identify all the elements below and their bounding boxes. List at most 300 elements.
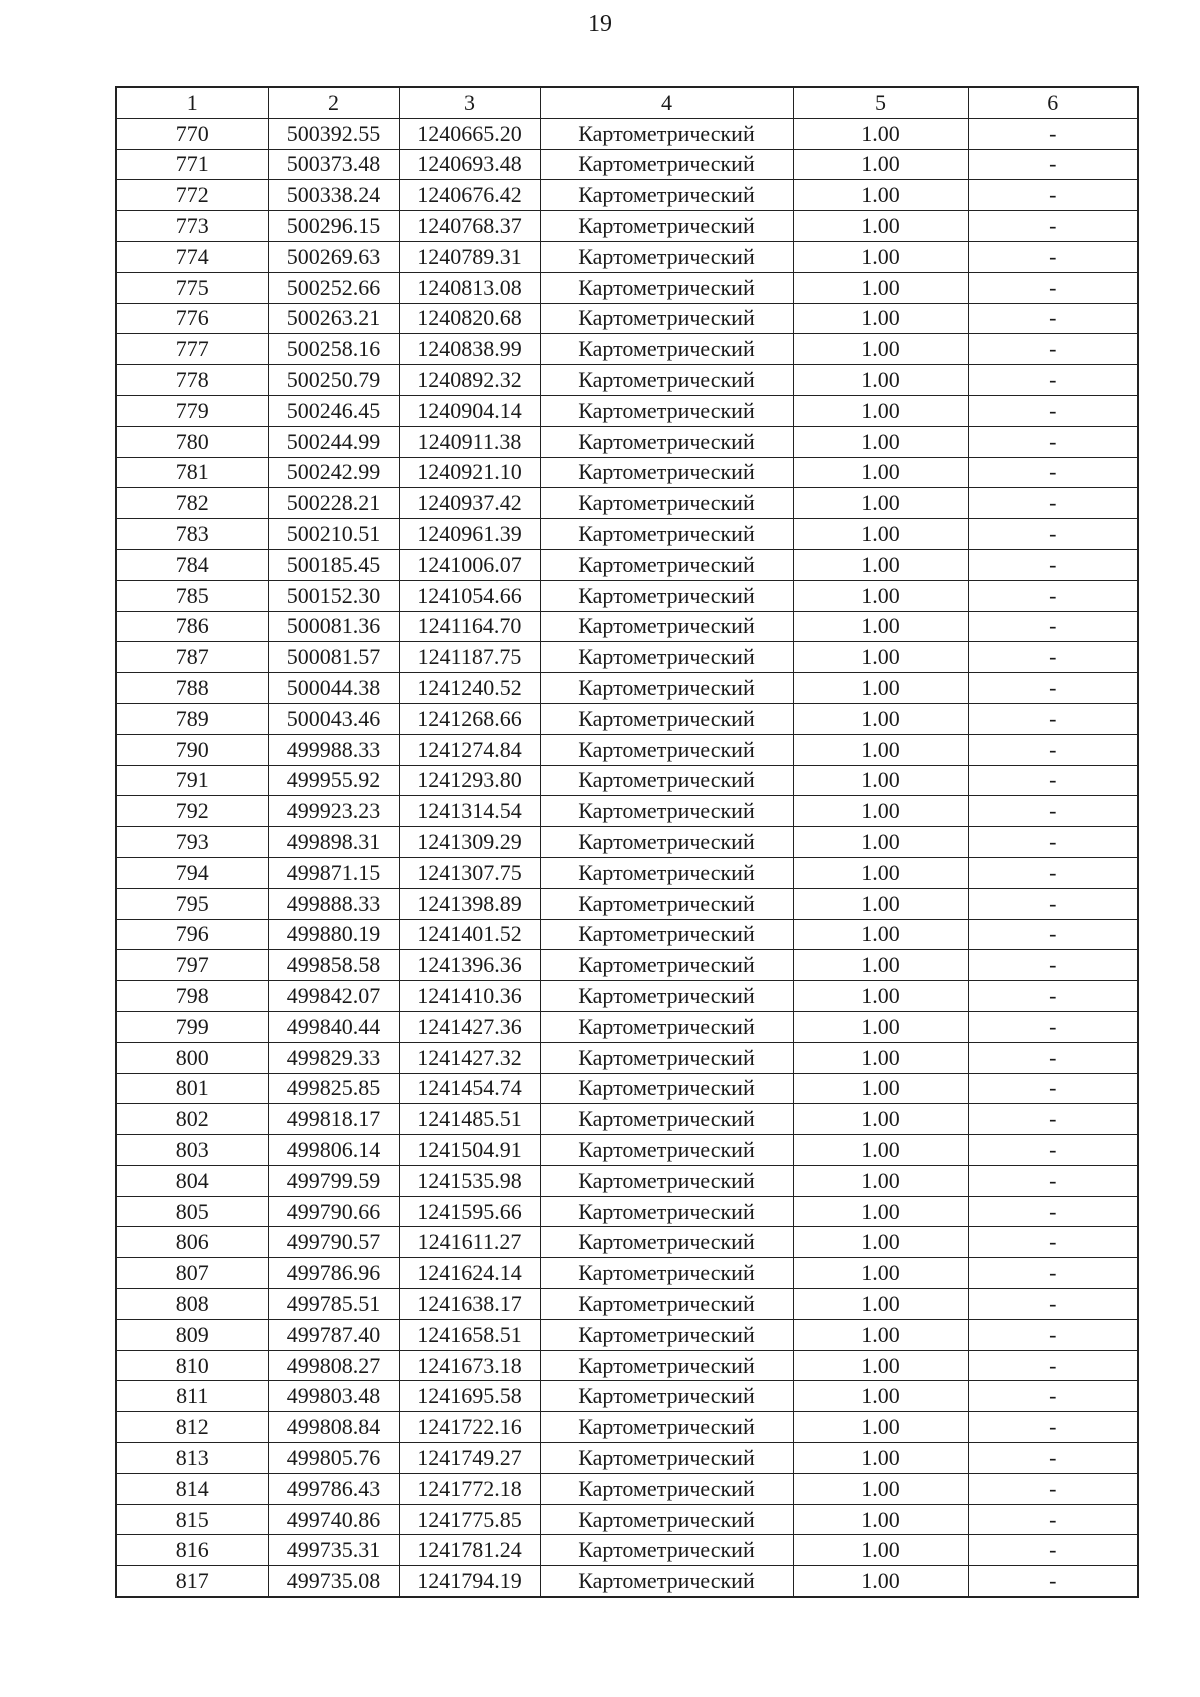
method-cell: Картометрический [540,426,793,457]
method-cell: Картометрический [540,334,793,365]
method-cell: Картометрический [540,1412,793,1443]
x-coordinate-cell: 499803.48 [268,1381,399,1412]
table-row [116,211,1138,242]
table-row [116,673,1138,704]
point-number-cell: 802 [116,1104,268,1135]
y-coordinate-cell: 1241658.51 [399,1319,540,1350]
method-cell: Картометрический [540,580,793,611]
accuracy-cell: 1.00 [793,1073,968,1104]
y-coordinate-cell: 1241624.14 [399,1258,540,1289]
y-coordinate-cell: 1241485.51 [399,1104,540,1135]
x-coordinate-cell: 499806.14 [268,1135,399,1166]
table-row [116,1473,1138,1504]
point-number-cell: 808 [116,1289,268,1320]
y-coordinate-cell: 1241401.52 [399,919,540,950]
table-row [116,765,1138,796]
x-coordinate-cell: 500246.45 [268,395,399,426]
point-number-cell: 782 [116,488,268,519]
x-coordinate-cell: 500338.24 [268,180,399,211]
x-coordinate-cell: 500263.21 [268,303,399,334]
table-row [116,919,1138,950]
point-number-cell: 803 [116,1135,268,1166]
note-cell: - [968,950,1138,981]
accuracy-cell: 1.00 [793,734,968,765]
point-number-cell: 786 [116,611,268,642]
header-cell-6: 6 [968,87,1138,118]
table-row [116,734,1138,765]
y-coordinate-cell: 1241454.74 [399,1073,540,1104]
point-number-cell: 817 [116,1566,268,1597]
method-cell: Картометрический [540,1042,793,1073]
table-row [116,642,1138,673]
accuracy-cell: 1.00 [793,118,968,149]
method-cell: Картометрический [540,611,793,642]
note-cell: - [968,488,1138,519]
y-coordinate-cell: 1240961.39 [399,519,540,550]
accuracy-cell: 1.00 [793,1258,968,1289]
table-row [116,1042,1138,1073]
table-row [116,1073,1138,1104]
table-row [116,1196,1138,1227]
table-row [116,180,1138,211]
accuracy-cell: 1.00 [793,1104,968,1135]
y-coordinate-cell: 1241722.16 [399,1412,540,1443]
x-coordinate-cell: 499790.66 [268,1196,399,1227]
point-number-cell: 811 [116,1381,268,1412]
point-number-cell: 815 [116,1504,268,1535]
y-coordinate-cell: 1241611.27 [399,1227,540,1258]
accuracy-cell: 1.00 [793,827,968,858]
point-number-cell: 773 [116,211,268,242]
note-cell: - [968,457,1138,488]
point-number-cell: 810 [116,1350,268,1381]
method-cell: Картометрический [540,642,793,673]
y-coordinate-cell: 1240813.08 [399,272,540,303]
note-cell: - [968,1042,1138,1073]
accuracy-cell: 1.00 [793,1566,968,1597]
point-number-cell: 780 [116,426,268,457]
table-row [116,827,1138,858]
x-coordinate-cell: 499840.44 [268,1011,399,1042]
point-number-cell: 775 [116,272,268,303]
method-cell: Картометрический [540,488,793,519]
method-cell: Картометрический [540,549,793,580]
y-coordinate-cell: 1240789.31 [399,241,540,272]
x-coordinate-cell: 500228.21 [268,488,399,519]
table-row [116,1535,1138,1566]
y-coordinate-cell: 1241410.36 [399,981,540,1012]
method-cell: Картометрический [540,703,793,734]
method-cell: Картометрический [540,1443,793,1474]
y-coordinate-cell: 1241794.19 [399,1566,540,1597]
x-coordinate-cell: 500296.15 [268,211,399,242]
point-number-cell: 806 [116,1227,268,1258]
point-number-cell: 793 [116,827,268,858]
table-row [116,519,1138,550]
accuracy-cell: 1.00 [793,180,968,211]
x-coordinate-cell: 500081.36 [268,611,399,642]
y-coordinate-cell: 1240904.14 [399,395,540,426]
coordinates-table [115,86,1139,1598]
note-cell: - [968,1381,1138,1412]
table-row [116,334,1138,365]
x-coordinate-cell: 499786.43 [268,1473,399,1504]
accuracy-cell: 1.00 [793,981,968,1012]
method-cell: Картометрический [540,857,793,888]
note-cell: - [968,1073,1138,1104]
table-row [116,549,1138,580]
accuracy-cell: 1.00 [793,796,968,827]
x-coordinate-cell: 500258.16 [268,334,399,365]
x-coordinate-cell: 500242.99 [268,457,399,488]
method-cell: Картометрический [540,1566,793,1597]
method-cell: Картометрический [540,765,793,796]
y-coordinate-cell: 1240937.42 [399,488,540,519]
note-cell: - [968,1011,1138,1042]
method-cell: Картометрический [540,303,793,334]
method-cell: Картометрический [540,1104,793,1135]
y-coordinate-cell: 1241427.36 [399,1011,540,1042]
note-cell: - [968,1566,1138,1597]
x-coordinate-cell: 499923.23 [268,796,399,827]
x-coordinate-cell: 499858.58 [268,950,399,981]
accuracy-cell: 1.00 [793,1165,968,1196]
y-coordinate-cell: 1241535.98 [399,1165,540,1196]
table-row [116,1504,1138,1535]
note-cell: - [968,981,1138,1012]
table-row [116,888,1138,919]
accuracy-cell: 1.00 [793,1504,968,1535]
point-number-cell: 791 [116,765,268,796]
x-coordinate-cell: 500373.48 [268,149,399,180]
note-cell: - [968,1196,1138,1227]
table-row [116,950,1138,981]
point-number-cell: 774 [116,241,268,272]
note-cell: - [968,1227,1138,1258]
y-coordinate-cell: 1241309.29 [399,827,540,858]
x-coordinate-cell: 499805.76 [268,1443,399,1474]
accuracy-cell: 1.00 [793,857,968,888]
y-coordinate-cell: 1240911.38 [399,426,540,457]
accuracy-cell: 1.00 [793,919,968,950]
y-coordinate-cell: 1241240.52 [399,673,540,704]
accuracy-cell: 1.00 [793,272,968,303]
point-number-cell: 805 [116,1196,268,1227]
note-cell: - [968,1135,1138,1166]
method-cell: Картометрический [540,519,793,550]
accuracy-cell: 1.00 [793,888,968,919]
method-cell: Картометрический [540,1350,793,1381]
y-coordinate-cell: 1240838.99 [399,334,540,365]
table-row [116,1443,1138,1474]
accuracy-cell: 1.00 [793,1412,968,1443]
table-row [116,1412,1138,1443]
accuracy-cell: 1.00 [793,519,968,550]
y-coordinate-cell: 1241595.66 [399,1196,540,1227]
x-coordinate-cell: 500081.57 [268,642,399,673]
method-cell: Картометрический [540,1165,793,1196]
y-coordinate-cell: 1241006.07 [399,549,540,580]
table-row [116,1289,1138,1320]
point-number-cell: 770 [116,118,268,149]
note-cell: - [968,642,1138,673]
accuracy-cell: 1.00 [793,765,968,796]
accuracy-cell: 1.00 [793,395,968,426]
point-number-cell: 784 [116,549,268,580]
accuracy-cell: 1.00 [793,1319,968,1350]
y-coordinate-cell: 1241695.58 [399,1381,540,1412]
note-cell: - [968,1104,1138,1135]
point-number-cell: 797 [116,950,268,981]
accuracy-cell: 1.00 [793,211,968,242]
x-coordinate-cell: 499880.19 [268,919,399,950]
method-cell: Картометрический [540,1258,793,1289]
y-coordinate-cell: 1240665.20 [399,118,540,149]
note-cell: - [968,549,1138,580]
table-body [116,118,1138,1597]
point-number-cell: 801 [116,1073,268,1104]
method-cell: Картометрический [540,950,793,981]
point-number-cell: 812 [116,1412,268,1443]
method-cell: Картометрический [540,1196,793,1227]
method-cell: Картометрический [540,888,793,919]
table-row [116,981,1138,1012]
method-cell: Картометрический [540,241,793,272]
x-coordinate-cell: 499808.84 [268,1412,399,1443]
table-row [116,1011,1138,1042]
note-cell: - [968,395,1138,426]
accuracy-cell: 1.00 [793,1135,968,1166]
accuracy-cell: 1.00 [793,1011,968,1042]
x-coordinate-cell: 499871.15 [268,857,399,888]
method-cell: Картометрический [540,272,793,303]
x-coordinate-cell: 500152.30 [268,580,399,611]
point-number-cell: 771 [116,149,268,180]
accuracy-cell: 1.00 [793,703,968,734]
note-cell: - [968,827,1138,858]
note-cell: - [968,1473,1138,1504]
note-cell: - [968,734,1138,765]
note-cell: - [968,1319,1138,1350]
accuracy-cell: 1.00 [793,642,968,673]
table-row [116,703,1138,734]
y-coordinate-cell: 1241427.32 [399,1042,540,1073]
header-row [116,87,1138,118]
y-coordinate-cell: 1241307.75 [399,857,540,888]
point-number-cell: 792 [116,796,268,827]
note-cell: - [968,1289,1138,1320]
note-cell: - [968,241,1138,272]
method-cell: Картометрический [540,827,793,858]
point-number-cell: 816 [116,1535,268,1566]
y-coordinate-cell: 1241164.70 [399,611,540,642]
note-cell: - [968,580,1138,611]
note-cell: - [968,1165,1138,1196]
point-number-cell: 807 [116,1258,268,1289]
x-coordinate-cell: 500043.46 [268,703,399,734]
x-coordinate-cell: 499790.57 [268,1227,399,1258]
note-cell: - [968,1535,1138,1566]
point-number-cell: 800 [116,1042,268,1073]
note-cell: - [968,673,1138,704]
x-coordinate-cell: 499955.92 [268,765,399,796]
point-number-cell: 778 [116,365,268,396]
method-cell: Картометрический [540,673,793,704]
header-cell-2: 2 [268,87,399,118]
note-cell: - [968,272,1138,303]
table-row [116,241,1138,272]
method-cell: Картометрический [540,1381,793,1412]
accuracy-cell: 1.00 [793,149,968,180]
x-coordinate-cell: 499786.96 [268,1258,399,1289]
y-coordinate-cell: 1240768.37 [399,211,540,242]
x-coordinate-cell: 500044.38 [268,673,399,704]
table-row [116,1381,1138,1412]
x-coordinate-cell: 499740.86 [268,1504,399,1535]
table-row [116,1350,1138,1381]
method-cell: Картометрический [540,1073,793,1104]
y-coordinate-cell: 1241268.66 [399,703,540,734]
x-coordinate-cell: 500392.55 [268,118,399,149]
x-coordinate-cell: 500252.66 [268,272,399,303]
method-cell: Картометрический [540,734,793,765]
table-row [116,118,1138,149]
method-cell: Картометрический [540,365,793,396]
table-row [116,1227,1138,1258]
y-coordinate-cell: 1241749.27 [399,1443,540,1474]
note-cell: - [968,1412,1138,1443]
accuracy-cell: 1.00 [793,1227,968,1258]
table-row [116,488,1138,519]
y-coordinate-cell: 1241293.80 [399,765,540,796]
point-number-cell: 787 [116,642,268,673]
x-coordinate-cell: 499818.17 [268,1104,399,1135]
method-cell: Картометрический [540,1289,793,1320]
note-cell: - [968,118,1138,149]
point-number-cell: 785 [116,580,268,611]
header-cell-5: 5 [793,87,968,118]
point-number-cell: 804 [116,1165,268,1196]
y-coordinate-cell: 1240676.42 [399,180,540,211]
table-row [116,580,1138,611]
accuracy-cell: 1.00 [793,303,968,334]
note-cell: - [968,611,1138,642]
table-row [116,1104,1138,1135]
note-cell: - [968,211,1138,242]
note-cell: - [968,426,1138,457]
y-coordinate-cell: 1241781.24 [399,1535,540,1566]
accuracy-cell: 1.00 [793,1289,968,1320]
accuracy-cell: 1.00 [793,488,968,519]
table-row [116,303,1138,334]
note-cell: - [968,365,1138,396]
point-number-cell: 795 [116,888,268,919]
point-number-cell: 772 [116,180,268,211]
accuracy-cell: 1.00 [793,457,968,488]
table-row [116,796,1138,827]
method-cell: Картометрический [540,1535,793,1566]
note-cell: - [968,334,1138,365]
table-row [116,611,1138,642]
y-coordinate-cell: 1241274.84 [399,734,540,765]
method-cell: Картометрический [540,1504,793,1535]
accuracy-cell: 1.00 [793,365,968,396]
y-coordinate-cell: 1241314.54 [399,796,540,827]
note-cell: - [968,1443,1138,1474]
point-number-cell: 779 [116,395,268,426]
point-number-cell: 809 [116,1319,268,1350]
y-coordinate-cell: 1241187.75 [399,642,540,673]
method-cell: Картометрический [540,457,793,488]
accuracy-cell: 1.00 [793,950,968,981]
method-cell: Картометрический [540,1473,793,1504]
method-cell: Картометрический [540,981,793,1012]
x-coordinate-cell: 499898.31 [268,827,399,858]
method-cell: Картометрический [540,211,793,242]
x-coordinate-cell: 499825.85 [268,1073,399,1104]
point-number-cell: 783 [116,519,268,550]
note-cell: - [968,765,1138,796]
x-coordinate-cell: 499785.51 [268,1289,399,1320]
note-cell: - [968,149,1138,180]
x-coordinate-cell: 499808.27 [268,1350,399,1381]
accuracy-cell: 1.00 [793,1350,968,1381]
accuracy-cell: 1.00 [793,1473,968,1504]
method-cell: Картометрический [540,149,793,180]
x-coordinate-cell: 499988.33 [268,734,399,765]
accuracy-cell: 1.00 [793,334,968,365]
y-coordinate-cell: 1241054.66 [399,580,540,611]
point-number-cell: 814 [116,1473,268,1504]
note-cell: - [968,796,1138,827]
y-coordinate-cell: 1240820.68 [399,303,540,334]
y-coordinate-cell: 1241396.36 [399,950,540,981]
method-cell: Картометрический [540,395,793,426]
y-coordinate-cell: 1240693.48 [399,149,540,180]
y-coordinate-cell: 1240892.32 [399,365,540,396]
method-cell: Картометрический [540,919,793,950]
y-coordinate-cell: 1241775.85 [399,1504,540,1535]
table-row [116,1135,1138,1166]
point-number-cell: 776 [116,303,268,334]
accuracy-cell: 1.00 [793,426,968,457]
page-number: 19 [588,11,612,37]
note-cell: - [968,519,1138,550]
note-cell: - [968,303,1138,334]
header-cell-1: 1 [116,87,268,118]
note-cell: - [968,857,1138,888]
table-row [116,1566,1138,1597]
header-cell-3: 3 [399,87,540,118]
x-coordinate-cell: 500250.79 [268,365,399,396]
point-number-cell: 798 [116,981,268,1012]
note-cell: - [968,703,1138,734]
point-number-cell: 790 [116,734,268,765]
table-row [116,426,1138,457]
table-row [116,857,1138,888]
table-header [116,87,1138,118]
table-row [116,1319,1138,1350]
table-row [116,395,1138,426]
note-cell: - [968,1258,1138,1289]
table-row [116,365,1138,396]
table-row [116,1165,1138,1196]
x-coordinate-cell: 499799.59 [268,1165,399,1196]
accuracy-cell: 1.00 [793,1381,968,1412]
point-number-cell: 796 [116,919,268,950]
method-cell: Картометрический [540,1135,793,1166]
note-cell: - [968,919,1138,950]
